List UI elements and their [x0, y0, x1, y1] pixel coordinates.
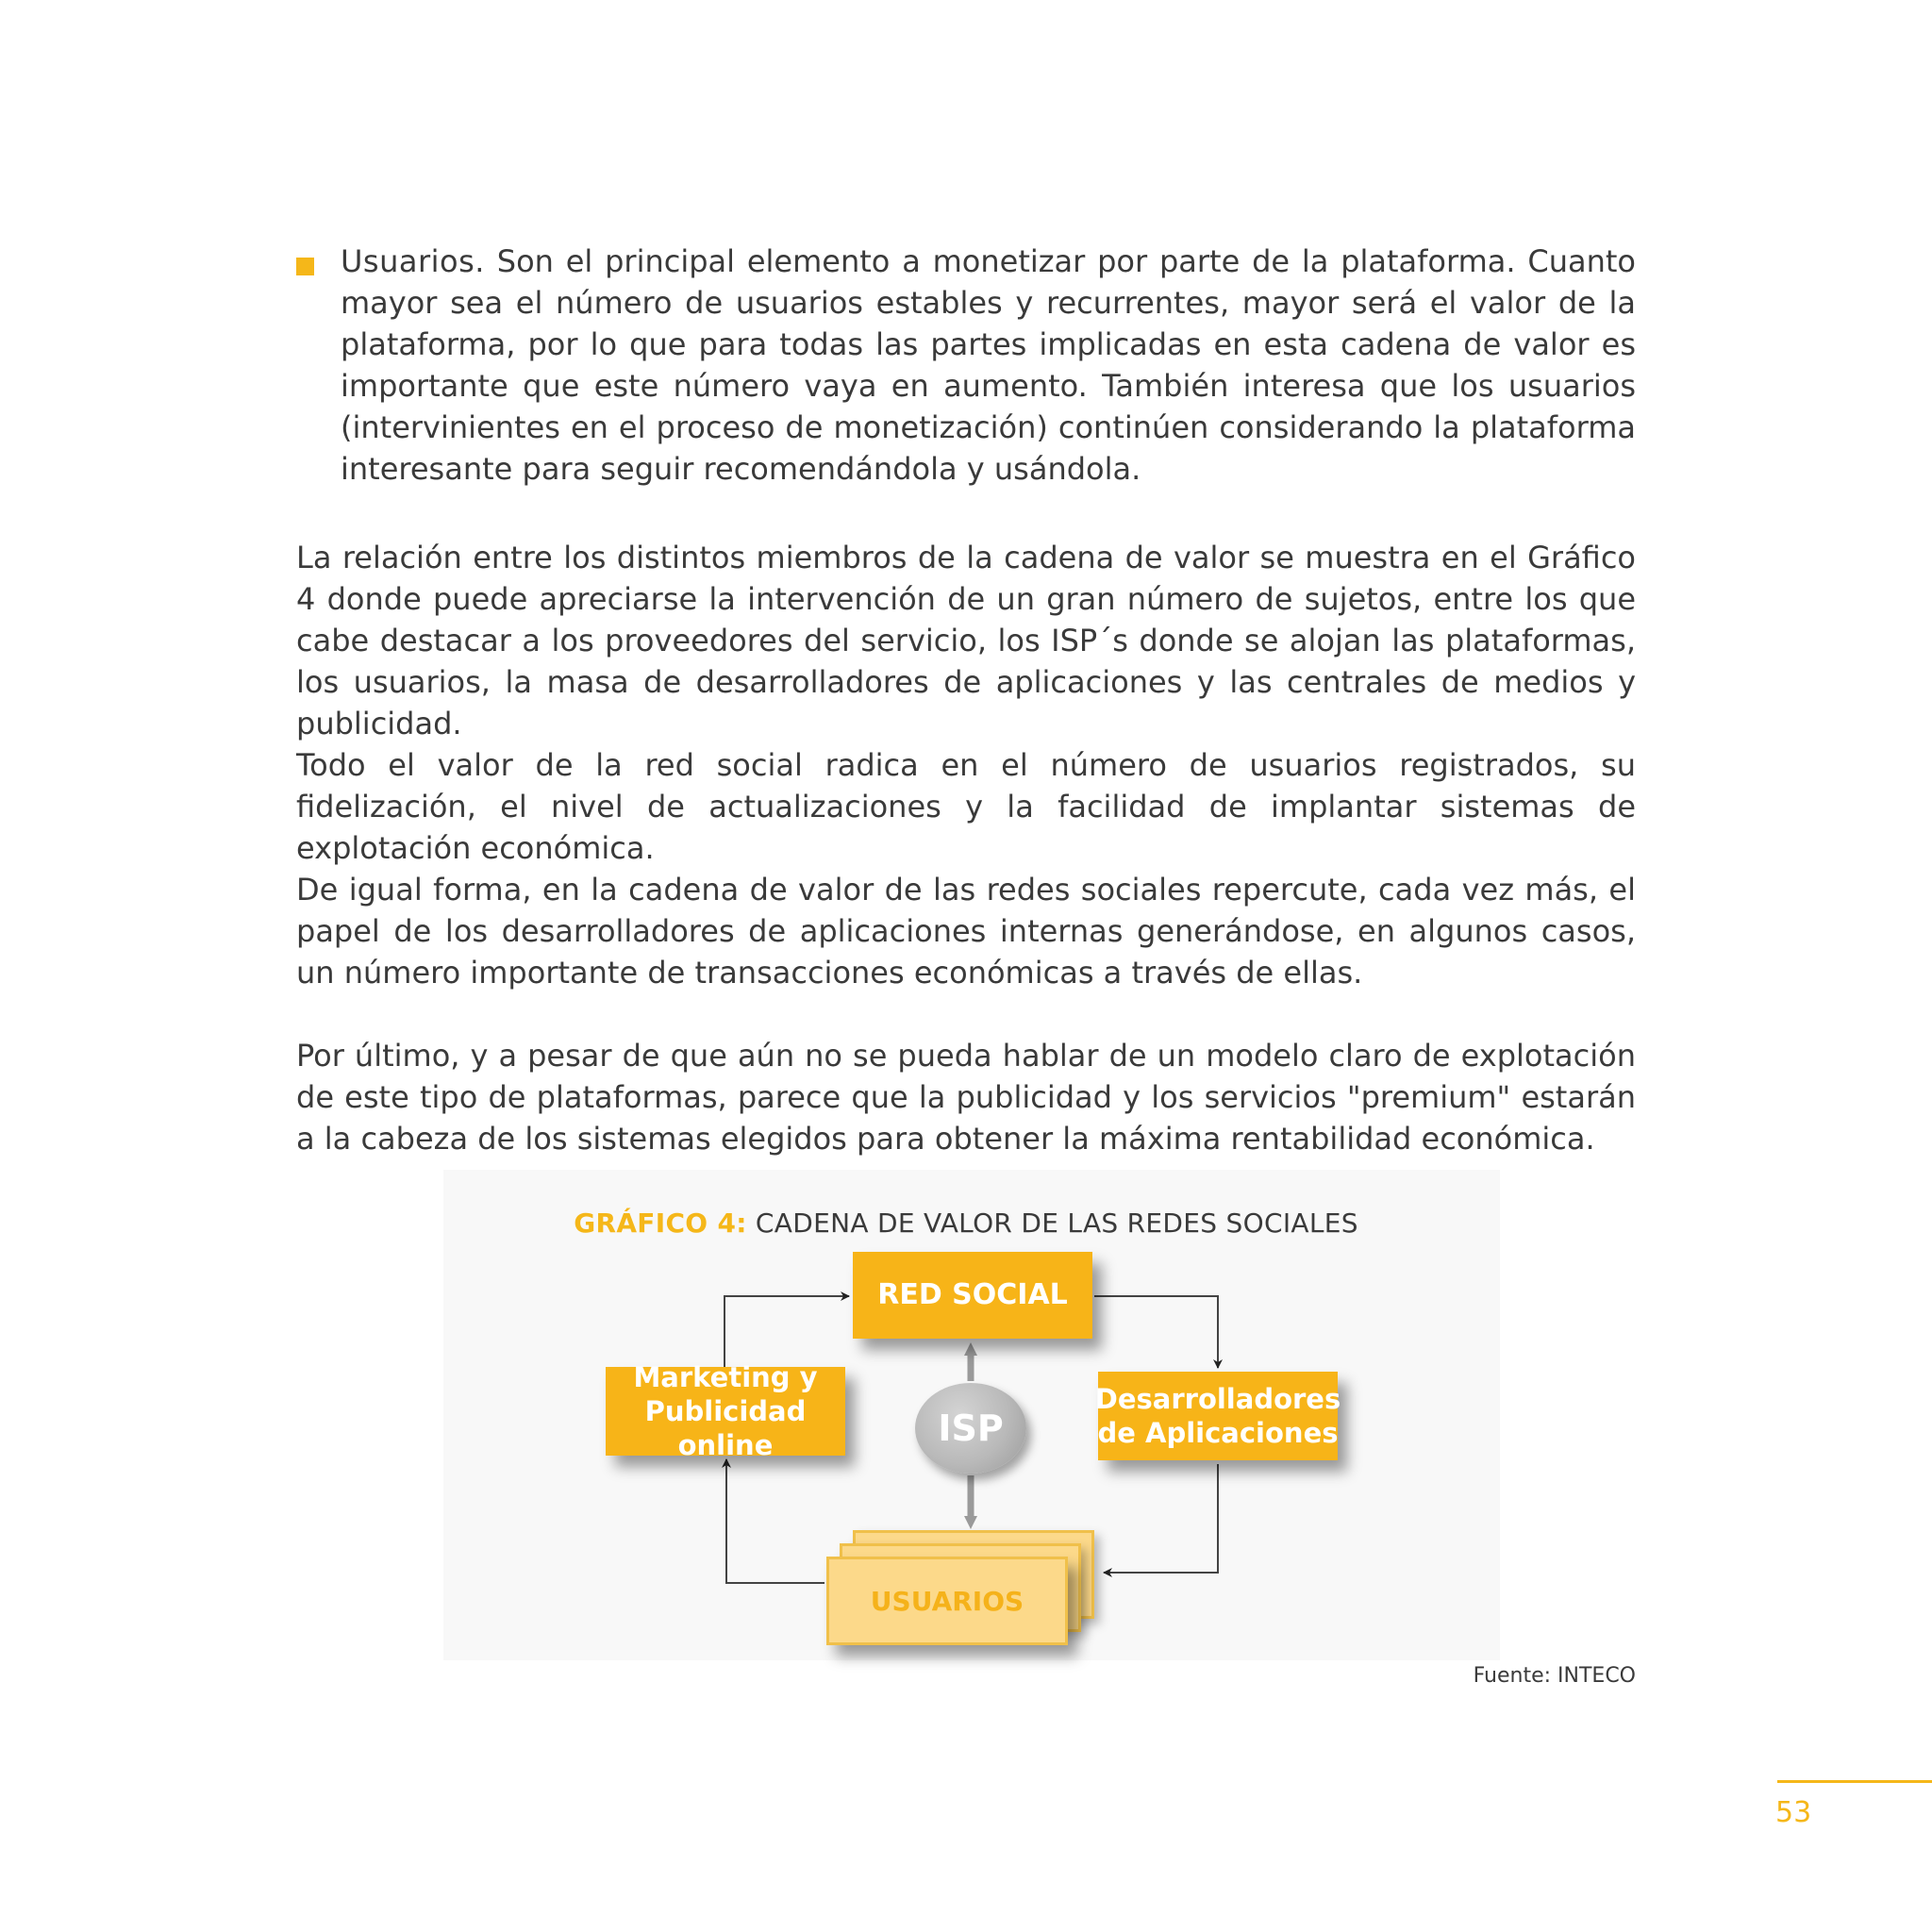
page-number: 53 [1775, 1796, 1812, 1829]
paragraph-2: Todo el valor de la red social radica en el número de usuarios registrados, su fidelización, el nivel de actualizaciones y la facilidad de implantar sistemas de explotación económica. [296, 747, 1636, 866]
bullet-item-usuarios [296, 241, 1636, 490]
paragraph-1: La relación entre los distintos miembros de la cadena de valor se muestra en el Gráfico 4 donde puede apreciarse la intervención de un gran número de sujetos, entre los que cabe destacar a los proveedores del servicio, los ISP´s donde se alojan las plataformas, los usuarios, la masa de desarrolladores de aplicaciones y las centrales de medios y publicidad. [296, 540, 1636, 741]
node-red-social: RED SOCIAL [853, 1252, 1092, 1339]
node-desarrolladores-line2: de Aplicaciones [1097, 1417, 1339, 1449]
page-number-rule [1777, 1780, 1932, 1783]
paragraph-4: Por último, y a pesar de que aún no se pueda hablar de un modelo claro de explotación de este tipo de plataformas, parece que la publicidad y los servicios "premium" estarán a la cabeza de los sistemas elegidos para obtener la máxima rentabilidad económica. [296, 1038, 1636, 1157]
figure-source: Fuente: INTECO [1473, 1664, 1636, 1688]
bullet-body: Son el principal elemento a monetizar por parte de la plataforma. Cuanto mayor sea el número de usuarios estables y recurrentes, mayor será el valor de la plataforma, por lo que para todas las partes implicadas en esta cadena de valor es importante que este número vaya en aumento. También interesa que los usuarios (intervinientes en el proceso de monetización) continúen considerando la plataforma interesante para seguir recomendándola y usándola. [341, 243, 1636, 487]
figure-caption-title: CADENA DE VALOR DE LAS REDES SOCIALES [746, 1208, 1358, 1239]
node-isp: ISP [915, 1383, 1026, 1474]
node-marketing [606, 1361, 845, 1461]
node-desarrolladores-line1: Desarrolladores [1094, 1383, 1341, 1415]
node-desarrolladores [1094, 1372, 1341, 1460]
figure-caption-label: GRÁFICO 4: [574, 1208, 747, 1239]
paragraph-3: De igual forma, en la cadena de valor de las redes sociales repercute, cada vez más, el papel de los desarrolladores de aplicaciones internas generándose, en algunos casos, un número importante de transacciones económicas a través de ellas. [296, 872, 1636, 991]
bullet-title: Usuarios. [341, 243, 485, 279]
bullet-paragraph [341, 241, 1636, 490]
node-marketing-line2: Publicidad online [644, 1395, 807, 1461]
node-usuarios-stack [826, 1530, 1100, 1643]
bullet-marker [296, 258, 314, 275]
node-usuarios: USUARIOS [826, 1557, 1068, 1645]
node-marketing-line1: Marketing y [633, 1361, 818, 1393]
figure-caption [0, 1208, 1932, 1239]
